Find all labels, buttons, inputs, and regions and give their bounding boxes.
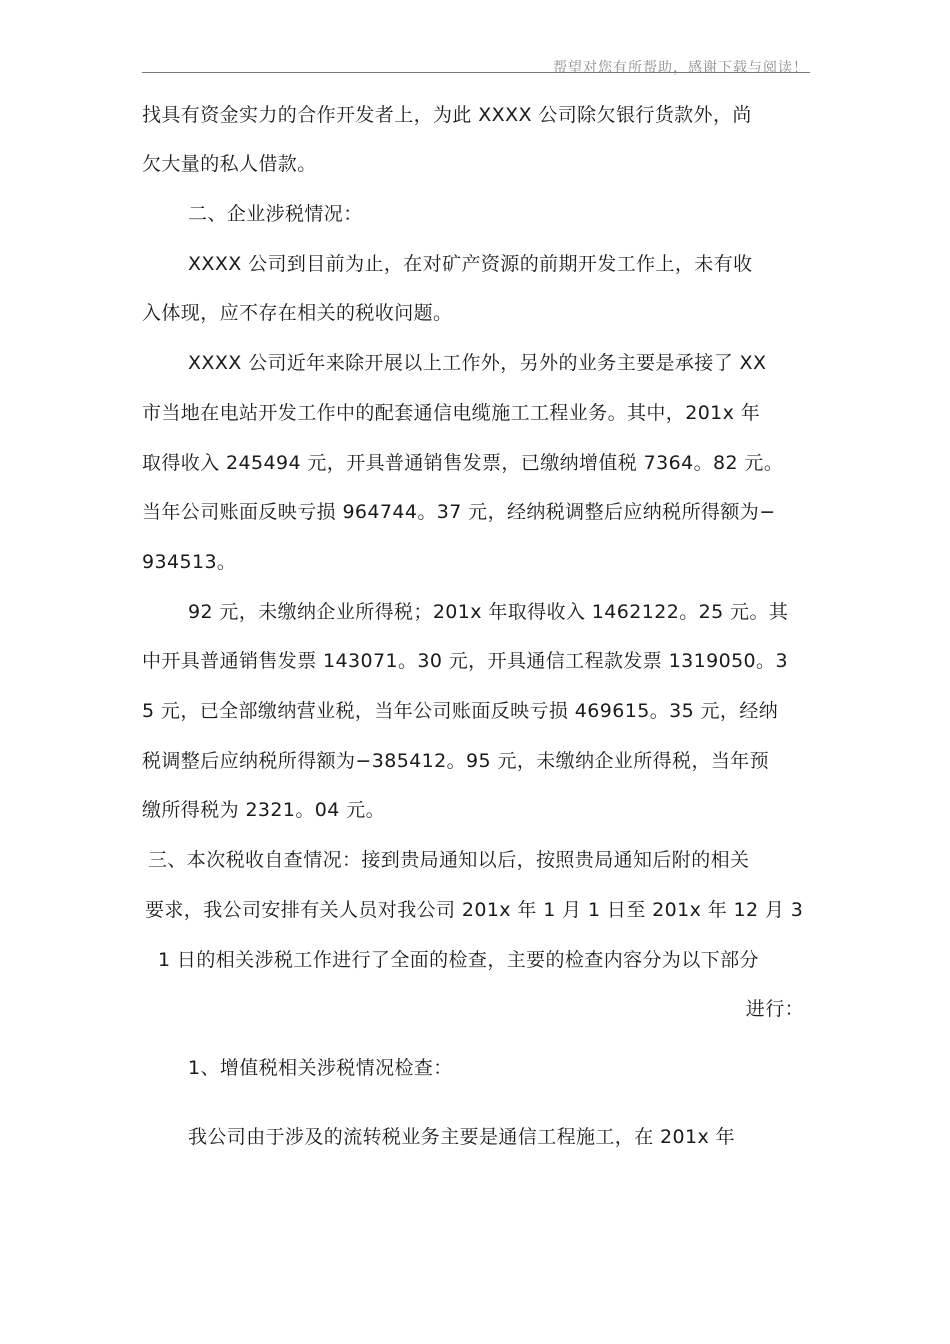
paragraph-line: 进行： <box>745 998 804 1020</box>
paragraph-line: 找具有资金实力的合作开发者上，为此 XXXX 公司除欠银行货款外，尚 <box>142 104 752 126</box>
paragraph-line: 中开具普通销售发票 143071。30 元，开具通信工程款发票 1319050。3 <box>142 650 788 672</box>
paragraph-line: 我公司由于涉及的流转税业务主要是通信工程施工，在 201x 年 <box>188 1126 735 1148</box>
paragraph-line: 要求，我公司安排有关人员对我公司 201x 年 1 月 1 日至 201x 年 12 月 3 <box>145 899 804 921</box>
paragraph-line: 当年公司账面反映亏损 964744。37 元，经纳税调整后应纳税所得额为− <box>142 501 776 523</box>
subsection-heading: 1、增值税相关涉税情况检查： <box>188 1057 453 1079</box>
paragraph-line: 市当地在电站开发工作中的配套通信电缆施工工程业务。其中，201x 年 <box>142 402 761 424</box>
paragraph-line: 税调整后应纳税所得额为−385412。95 元，未缴纳企业所得税，当年预 <box>142 750 770 772</box>
paragraph-line: 934513。 <box>142 551 237 573</box>
paragraph-line: 92 元，未缴纳企业所得税；201x 年取得收入 1462122。25 元。其 <box>188 601 789 623</box>
section-heading: 二、企业涉税情况： <box>188 203 363 225</box>
header-divider <box>142 72 810 73</box>
paragraph-line: XXXX 公司近年来除开展以上工作外，另外的业务主要是承接了 XX <box>188 352 767 374</box>
paragraph-line: 缴所得税为 2321。04 元。 <box>142 799 386 821</box>
paragraph-line: 欠大量的私人借款。 <box>142 153 317 175</box>
paragraph-line: 取得收入 245494 元，开具普通销售发票，已缴纳增值税 7364。82 元。 <box>142 452 784 474</box>
paragraph-line: 5 元，已全部缴纳营业税，当年公司账面反映亏损 469615。35 元，经纳 <box>142 700 779 722</box>
paragraph-line: XXXX 公司到目前为止，在对矿产资源的前期开发工作上，未有收 <box>188 253 753 275</box>
page-header-text: 帮望对您有所帮助，感谢下载与阅读！ <box>553 60 808 76</box>
paragraph-line: 入体现，应不存在相关的税收问题。 <box>142 302 453 324</box>
paragraph-line: 1 日的相关涉税工作进行了全面的检查，主要的检查内容分为以下部分 <box>158 949 759 971</box>
section-heading: 三、本次税收自查情况：接到贵局通知以后，按照贵局通知后附的相关 <box>148 849 750 871</box>
